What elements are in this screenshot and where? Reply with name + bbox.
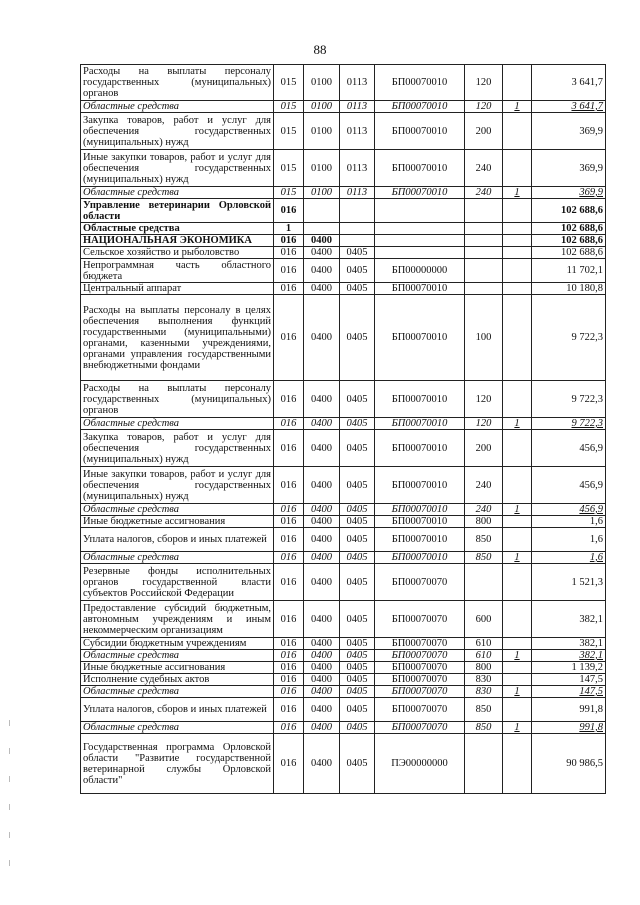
amount-cell: 9 722,3	[532, 381, 606, 418]
expense-type-cell	[465, 734, 503, 794]
target-article-cell: БП00070070	[375, 650, 465, 662]
expense-type-cell: 240	[465, 504, 503, 516]
expense-type-cell: 850	[465, 552, 503, 564]
expense-type-cell: 600	[465, 601, 503, 638]
admin-code-cell: 016	[274, 601, 304, 638]
subsection-code-cell: 0405	[340, 295, 375, 381]
table-row	[81, 638, 606, 650]
amount-cell: 456,9	[532, 504, 606, 516]
table-row	[81, 283, 606, 295]
fund-source-cell	[503, 662, 532, 674]
table-row	[81, 199, 606, 223]
amount-cell: 1,6	[532, 528, 606, 552]
admin-code-cell: 015	[274, 187, 304, 199]
section-code-cell: 0400	[304, 430, 340, 467]
target-article-cell: БП00070010	[375, 65, 465, 101]
target-article-cell: БП00070070	[375, 564, 465, 601]
admin-code-cell: 015	[274, 65, 304, 101]
item-name-cell: Сельское хозяйство и рыболовство	[81, 247, 274, 259]
section-code-cell: 0400	[304, 381, 340, 418]
section-code-cell	[304, 223, 340, 235]
admin-code-cell: 016	[274, 516, 304, 528]
admin-code-cell: 016	[274, 418, 304, 430]
admin-code-cell: 016	[274, 504, 304, 516]
section-code-cell	[304, 199, 340, 223]
amount-cell: 10 180,8	[532, 283, 606, 295]
subsection-code-cell: 0405	[340, 283, 375, 295]
expense-type-cell: 610	[465, 638, 503, 650]
table-row	[81, 418, 606, 430]
table-row	[81, 65, 606, 101]
fund-source-cell	[503, 381, 532, 418]
amount-cell: 369,9	[532, 187, 606, 199]
expense-type-cell: 800	[465, 662, 503, 674]
fund-source-cell	[503, 65, 532, 101]
expense-type-cell: 850	[465, 698, 503, 722]
admin-code-cell: 016	[274, 552, 304, 564]
section-code-cell: 0400	[304, 564, 340, 601]
page-number: 88	[313, 42, 327, 57]
subsection-code-cell: 0405	[340, 528, 375, 552]
fund-source-cell	[503, 430, 532, 467]
expense-type-cell: 120	[465, 101, 503, 113]
item-name-cell: Непрограммная часть областного бюджета	[81, 259, 274, 283]
admin-code-cell: 016	[274, 199, 304, 223]
expense-type-cell: 200	[465, 430, 503, 467]
admin-code-cell: 016	[274, 662, 304, 674]
expense-type-cell	[465, 259, 503, 283]
admin-code-cell: 016	[274, 295, 304, 381]
item-name-cell: Областные средства	[81, 504, 274, 516]
fund-source-cell: 1	[503, 722, 532, 734]
subsection-code-cell	[340, 223, 375, 235]
target-article-cell: БП00070070	[375, 674, 465, 686]
amount-cell: 382,1	[532, 638, 606, 650]
target-article-cell: БП00070010	[375, 528, 465, 552]
target-article-cell: ПЭ00000000	[375, 734, 465, 794]
subsection-code-cell: 0405	[340, 247, 375, 259]
table-row	[81, 674, 606, 686]
table-row	[81, 686, 606, 698]
table-row	[81, 528, 606, 552]
fund-source-cell	[503, 295, 532, 381]
expense-type-cell: 100	[465, 295, 503, 381]
expense-type-cell	[465, 199, 503, 223]
target-article-cell: БП00070070	[375, 662, 465, 674]
admin-code-cell: 016	[274, 259, 304, 283]
budget-table-body	[81, 65, 606, 794]
admin-code-cell: 015	[274, 101, 304, 113]
scan-margin-marks	[8, 720, 12, 900]
item-name-cell: Иные бюджетные ассигнования	[81, 662, 274, 674]
amount-cell: 1,6	[532, 552, 606, 564]
amount-cell: 102 688,6	[532, 223, 606, 235]
amount-cell: 102 688,6	[532, 247, 606, 259]
subsection-code-cell: 0405	[340, 734, 375, 794]
amount-cell: 382,1	[532, 650, 606, 662]
subsection-code-cell: 0405	[340, 698, 375, 722]
subsection-code-cell: 0405	[340, 552, 375, 564]
expense-type-cell	[465, 223, 503, 235]
item-name-cell: Областные средства	[81, 223, 274, 235]
fund-source-cell	[503, 564, 532, 601]
table-row	[81, 734, 606, 794]
admin-code-cell: 015	[274, 150, 304, 187]
section-code-cell: 0400	[304, 601, 340, 638]
subsection-code-cell: 0405	[340, 686, 375, 698]
admin-code-cell: 016	[274, 528, 304, 552]
admin-code-cell: 016	[274, 734, 304, 794]
item-name-cell: Иные закупки товаров, работ и услуг для обеспечения государственных (муниципальных) нужд	[81, 467, 274, 504]
table-row	[81, 235, 606, 247]
admin-code-cell: 016	[274, 686, 304, 698]
fund-source-cell: 1	[503, 187, 532, 199]
admin-code-cell: 016	[274, 674, 304, 686]
fund-source-cell	[503, 601, 532, 638]
item-name-cell: Центральный аппарат	[81, 283, 274, 295]
fund-source-cell	[503, 467, 532, 504]
section-code-cell: 0400	[304, 638, 340, 650]
expense-type-cell: 850	[465, 528, 503, 552]
expense-type-cell: 120	[465, 418, 503, 430]
subsection-code-cell: 0405	[340, 381, 375, 418]
target-article-cell: БП00070010	[375, 283, 465, 295]
amount-cell: 9 722,3	[532, 418, 606, 430]
expense-type-cell	[465, 235, 503, 247]
target-article-cell: БП00070010	[375, 430, 465, 467]
item-name-cell: Уплата налогов, сборов и иных платежей	[81, 528, 274, 552]
subsection-code-cell: 0405	[340, 662, 375, 674]
subsection-code-cell: 0113	[340, 101, 375, 113]
fund-source-cell: 1	[503, 101, 532, 113]
item-name-cell: Предоставление субсидий бюджетным, автономным учреждениям и иным некоммерческим организациям	[81, 601, 274, 638]
amount-cell: 456,9	[532, 430, 606, 467]
expense-type-cell: 120	[465, 65, 503, 101]
admin-code-cell: 016	[274, 430, 304, 467]
expense-type-cell: 830	[465, 686, 503, 698]
item-name-cell: Иные бюджетные ассигнования	[81, 516, 274, 528]
subsection-code-cell: 0405	[340, 674, 375, 686]
item-name-cell: Областные средства	[81, 686, 274, 698]
subsection-code-cell: 0405	[340, 467, 375, 504]
target-article-cell: БП00070010	[375, 516, 465, 528]
table-row	[81, 247, 606, 259]
table-row	[81, 381, 606, 418]
item-name-cell: Уплата налогов, сборов и иных платежей	[81, 698, 274, 722]
fund-source-cell	[503, 674, 532, 686]
section-code-cell: 0100	[304, 150, 340, 187]
item-name-cell: НАЦИОНАЛЬНАЯ ЭКОНОМИКА	[81, 235, 274, 247]
expense-type-cell: 240	[465, 150, 503, 187]
section-code-cell: 0400	[304, 686, 340, 698]
item-name-cell: Областные средства	[81, 101, 274, 113]
table-row	[81, 601, 606, 638]
table-row	[81, 259, 606, 283]
section-code-cell: 0400	[304, 504, 340, 516]
table-row	[81, 564, 606, 601]
admin-code-cell: 016	[274, 235, 304, 247]
expense-type-cell	[465, 247, 503, 259]
section-code-cell: 0400	[304, 662, 340, 674]
subsection-code-cell: 0405	[340, 722, 375, 734]
target-article-cell: БП00070070	[375, 638, 465, 650]
expense-type-cell: 200	[465, 113, 503, 150]
amount-cell: 991,8	[532, 722, 606, 734]
expense-type-cell: 120	[465, 381, 503, 418]
fund-source-cell	[503, 259, 532, 283]
section-code-cell: 0100	[304, 65, 340, 101]
table-row	[81, 295, 606, 381]
item-name-cell: Управление ветеринарии Орловской области	[81, 199, 274, 223]
target-article-cell: БП00070070	[375, 601, 465, 638]
subsection-code-cell: 0113	[340, 150, 375, 187]
amount-cell: 1 139,2	[532, 662, 606, 674]
amount-cell: 102 688,6	[532, 235, 606, 247]
admin-code-cell: 016	[274, 564, 304, 601]
expense-type-cell: 800	[465, 516, 503, 528]
target-article-cell: БП00070010	[375, 418, 465, 430]
subsection-code-cell: 0405	[340, 601, 375, 638]
target-article-cell	[375, 247, 465, 259]
section-code-cell: 0400	[304, 259, 340, 283]
admin-code-cell: 016	[274, 467, 304, 504]
table-row	[81, 187, 606, 199]
subsection-code-cell: 0405	[340, 430, 375, 467]
fund-source-cell: 1	[503, 650, 532, 662]
amount-cell: 147,5	[532, 686, 606, 698]
admin-code-cell: 016	[274, 638, 304, 650]
table-row	[81, 516, 606, 528]
target-article-cell: БП00070010	[375, 467, 465, 504]
subsection-code-cell: 0113	[340, 187, 375, 199]
amount-cell: 382,1	[532, 601, 606, 638]
budget-table	[80, 64, 606, 794]
fund-source-cell	[503, 528, 532, 552]
admin-code-cell: 015	[274, 113, 304, 150]
fund-source-cell	[503, 223, 532, 235]
item-name-cell: Расходы на выплаты персоналу в целях обеспечения выполнения функций государственными (муниципальными) органами, казенными учреждениями, органами управления государственными внебюджетными фондами	[81, 295, 274, 381]
section-code-cell: 0400	[304, 528, 340, 552]
section-code-cell: 0400	[304, 283, 340, 295]
fund-source-cell	[503, 283, 532, 295]
fund-source-cell: 1	[503, 504, 532, 516]
admin-code-cell: 016	[274, 722, 304, 734]
subsection-code-cell: 0405	[340, 650, 375, 662]
item-name-cell: Расходы на выплаты персоналу государственных (муниципальных) органов	[81, 65, 274, 101]
item-name-cell: Закупка товаров, работ и услуг для обеспечения государственных (муниципальных) нужд	[81, 113, 274, 150]
fund-source-cell: 1	[503, 418, 532, 430]
section-code-cell: 0400	[304, 674, 340, 686]
target-article-cell: БП00070070	[375, 686, 465, 698]
target-article-cell	[375, 235, 465, 247]
target-article-cell: БП00070070	[375, 722, 465, 734]
amount-cell: 9 722,3	[532, 295, 606, 381]
subsection-code-cell: 0113	[340, 113, 375, 150]
expense-type-cell: 850	[465, 722, 503, 734]
target-article-cell: БП00070010	[375, 381, 465, 418]
fund-source-cell	[503, 698, 532, 722]
expense-type-cell	[465, 283, 503, 295]
fund-source-cell: 1	[503, 686, 532, 698]
fund-source-cell	[503, 113, 532, 150]
item-name-cell: Областные средства	[81, 552, 274, 564]
amount-cell: 147,5	[532, 674, 606, 686]
item-name-cell: Исполнение судебных актов	[81, 674, 274, 686]
table-row	[81, 430, 606, 467]
section-code-cell: 0100	[304, 113, 340, 150]
subsection-code-cell: 0405	[340, 516, 375, 528]
amount-cell: 369,9	[532, 113, 606, 150]
table-row	[81, 722, 606, 734]
fund-source-cell: 1	[503, 552, 532, 564]
table-row	[81, 504, 606, 516]
target-article-cell: БП00070010	[375, 552, 465, 564]
subsection-code-cell: 0405	[340, 638, 375, 650]
admin-code-cell: 016	[274, 283, 304, 295]
subsection-code-cell: 0405	[340, 259, 375, 283]
section-code-cell: 0400	[304, 734, 340, 794]
target-article-cell: БП00070010	[375, 187, 465, 199]
section-code-cell: 0400	[304, 418, 340, 430]
target-article-cell	[375, 223, 465, 235]
table-row	[81, 150, 606, 187]
table-row	[81, 101, 606, 113]
table-row	[81, 467, 606, 504]
section-code-cell: 0400	[304, 295, 340, 381]
section-code-cell: 0400	[304, 235, 340, 247]
fund-source-cell	[503, 516, 532, 528]
table-row	[81, 662, 606, 674]
item-name-cell: Областные средства	[81, 722, 274, 734]
amount-cell: 991,8	[532, 698, 606, 722]
amount-cell: 1 521,3	[532, 564, 606, 601]
fund-source-cell	[503, 199, 532, 223]
item-name-cell: Расходы на выплаты персоналу государственных (муниципальных) органов	[81, 381, 274, 418]
fund-source-cell	[503, 235, 532, 247]
expense-type-cell	[465, 564, 503, 601]
amount-cell: 11 702,1	[532, 259, 606, 283]
admin-code-cell: 016	[274, 381, 304, 418]
target-article-cell: БП00070010	[375, 504, 465, 516]
amount-cell: 456,9	[532, 467, 606, 504]
item-name-cell: Субсидии бюджетным учреждениям	[81, 638, 274, 650]
section-code-cell: 0400	[304, 516, 340, 528]
target-article-cell	[375, 199, 465, 223]
table-row	[81, 650, 606, 662]
amount-cell: 369,9	[532, 150, 606, 187]
section-code-cell: 0400	[304, 247, 340, 259]
item-name-cell: Областные средства	[81, 650, 274, 662]
item-name-cell: Закупка товаров, работ и услуг для обеспечения государственных (муниципальных) нужд	[81, 430, 274, 467]
section-code-cell: 0400	[304, 650, 340, 662]
amount-cell: 3 641,7	[532, 65, 606, 101]
section-code-cell: 0400	[304, 722, 340, 734]
admin-code-cell: 016	[274, 247, 304, 259]
target-article-cell: БП00000000	[375, 259, 465, 283]
table-row	[81, 113, 606, 150]
fund-source-cell	[503, 150, 532, 187]
table-row	[81, 552, 606, 564]
table-row	[81, 698, 606, 722]
fund-source-cell	[503, 247, 532, 259]
admin-code-cell: 016	[274, 650, 304, 662]
section-code-cell: 0400	[304, 698, 340, 722]
amount-cell: 1,6	[532, 516, 606, 528]
target-article-cell: БП00070010	[375, 113, 465, 150]
admin-code-cell: 1	[274, 223, 304, 235]
target-article-cell: БП00070010	[375, 101, 465, 113]
subsection-code-cell: 0405	[340, 418, 375, 430]
expense-type-cell: 240	[465, 467, 503, 504]
item-name-cell: Областные средства	[81, 418, 274, 430]
fund-source-cell	[503, 734, 532, 794]
subsection-code-cell: 0113	[340, 65, 375, 101]
subsection-code-cell	[340, 199, 375, 223]
amount-cell: 90 986,5	[532, 734, 606, 794]
expense-type-cell: 830	[465, 674, 503, 686]
target-article-cell: БП00070010	[375, 295, 465, 381]
subsection-code-cell: 0405	[340, 504, 375, 516]
item-name-cell: Резервные фонды исполнительных органов государственной власти субъектов Российской Федерации	[81, 564, 274, 601]
subsection-code-cell	[340, 235, 375, 247]
target-article-cell: БП00070070	[375, 698, 465, 722]
amount-cell: 102 688,6	[532, 199, 606, 223]
item-name-cell: Областные средства	[81, 187, 274, 199]
target-article-cell: БП00070010	[375, 150, 465, 187]
item-name-cell: Иные закупки товаров, работ и услуг для обеспечения государственных (муниципальных) нужд	[81, 150, 274, 187]
amount-cell: 3 641,7	[532, 101, 606, 113]
admin-code-cell: 016	[274, 698, 304, 722]
section-code-cell: 0400	[304, 467, 340, 504]
section-code-cell: 0100	[304, 101, 340, 113]
table-row	[81, 223, 606, 235]
item-name-cell: Государственная программа Орловской области "Развитие государственной ветеринарной службы Орловской области"	[81, 734, 274, 794]
expense-type-cell: 610	[465, 650, 503, 662]
subsection-code-cell: 0405	[340, 564, 375, 601]
fund-source-cell	[503, 638, 532, 650]
section-code-cell: 0100	[304, 187, 340, 199]
expense-type-cell: 240	[465, 187, 503, 199]
section-code-cell: 0400	[304, 552, 340, 564]
